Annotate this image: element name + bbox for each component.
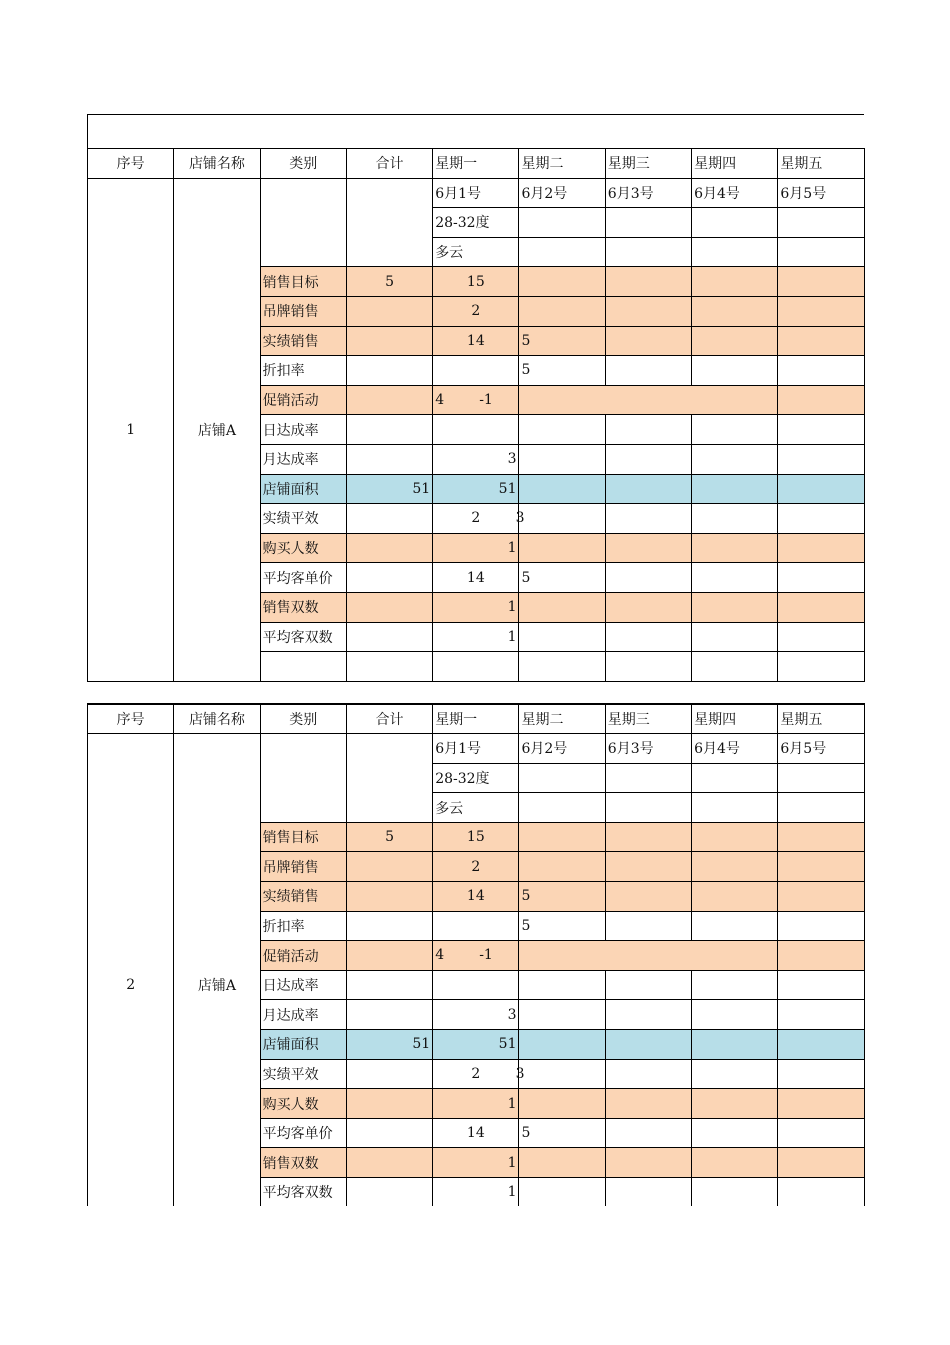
store-block-2 — [87, 703, 865, 1206]
mon — [433, 941, 519, 971]
total: 5 — [346, 267, 432, 297]
label: 平均客双数 — [260, 1178, 346, 1207]
date-thu: 6月4号 — [692, 734, 778, 764]
mon-a: 4 — [435, 947, 445, 964]
store-table-1 — [87, 148, 865, 682]
mon: 1 — [433, 1148, 519, 1178]
mon: 14 — [433, 563, 519, 593]
tue: 5 — [519, 1118, 605, 1148]
header-total: 合计 — [346, 704, 432, 734]
label: 购买人数 — [260, 533, 346, 563]
date-row — [88, 178, 865, 208]
header-friday: 星期五 — [778, 704, 864, 734]
label: 日达成率 — [260, 970, 346, 1000]
mon: 14 — [433, 882, 519, 912]
category-blank — [260, 734, 346, 823]
label: 实绩平效 — [260, 504, 346, 534]
header-seq: 序号 — [88, 149, 174, 179]
date-fri: 6月5号 — [778, 734, 864, 764]
total: 51 — [346, 474, 432, 504]
date-fri: 6月5号 — [778, 178, 864, 208]
label: 月达成率 — [260, 444, 346, 474]
date-mon: 6月1号 — [433, 734, 519, 764]
header-wednesday: 星期三 — [605, 704, 691, 734]
date-wed: 6月3号 — [605, 734, 691, 764]
date-mon: 6月1号 — [433, 178, 519, 208]
header-friday: 星期五 — [778, 149, 864, 179]
total: 51 — [346, 1030, 432, 1060]
header-store-name: 店铺名称 — [174, 149, 260, 179]
header-thursday: 星期四 — [692, 149, 778, 179]
label: 店铺面积 — [260, 1030, 346, 1060]
mon-a: 4 — [435, 391, 445, 408]
label: 实绩销售 — [260, 326, 346, 356]
total-blank — [346, 178, 432, 267]
mon: 1 — [433, 1178, 519, 1207]
tue: 5 — [519, 326, 605, 356]
seq-cell: 1 — [88, 178, 174, 681]
label: 实绩平效 — [260, 1059, 346, 1089]
header-total: 合计 — [346, 149, 432, 179]
mon: 1 — [433, 533, 519, 563]
header-row — [88, 704, 865, 734]
header-store-name: 店铺名称 — [174, 704, 260, 734]
mon-value: 2 — [471, 510, 481, 527]
sheet-title-box — [87, 114, 864, 148]
label: 促销活动 — [260, 941, 346, 971]
mon — [433, 1059, 525, 1089]
label: 购买人数 — [260, 1089, 346, 1119]
mon-b: -1 — [479, 391, 493, 408]
mon: 2 — [433, 852, 519, 882]
date-thu: 6月4号 — [692, 178, 778, 208]
header-monday: 星期一 — [433, 149, 519, 179]
date-tue: 6月2号 — [519, 734, 605, 764]
weather-cell: 多云 — [433, 237, 519, 267]
label: 实绩销售 — [260, 882, 346, 912]
mon: 1 — [433, 592, 519, 622]
header-tuesday: 星期二 — [519, 704, 605, 734]
store-block-1 — [87, 148, 865, 682]
label: 销售双数 — [260, 1148, 346, 1178]
header-seq: 序号 — [88, 704, 174, 734]
header-thursday: 星期四 — [692, 704, 778, 734]
date-wed: 6月3号 — [605, 178, 691, 208]
label: 折扣率 — [260, 356, 346, 386]
mon: 3 — [433, 1000, 519, 1030]
temperature-cell: 28-32度 — [433, 763, 519, 793]
mon-spill: 3 — [515, 1065, 525, 1082]
mon — [433, 385, 519, 415]
seq-cell: 2 — [88, 734, 174, 1206]
header-tuesday: 星期二 — [519, 149, 605, 179]
label: 平均客单价 — [260, 1118, 346, 1148]
mon: 14 — [433, 1118, 519, 1148]
label: 销售目标 — [260, 822, 346, 852]
label: 销售双数 — [260, 592, 346, 622]
label: 吊牌销售 — [260, 852, 346, 882]
tue: 5 — [519, 356, 605, 386]
mon: 1 — [433, 1089, 519, 1119]
weather-cell: 多云 — [433, 793, 519, 823]
mon-spill: 3 — [515, 510, 525, 527]
mon — [433, 504, 525, 534]
store-table-2 — [87, 703, 865, 1206]
store-name-cell: 店铺A — [174, 178, 260, 681]
mon-value: 2 — [471, 1065, 481, 1082]
label: 销售目标 — [260, 267, 346, 297]
category-blank — [260, 178, 346, 267]
label: 折扣率 — [260, 911, 346, 941]
mon: 51 — [433, 1030, 519, 1060]
tue: 5 — [519, 911, 605, 941]
header-monday: 星期一 — [433, 704, 519, 734]
header-category: 类别 — [260, 149, 346, 179]
label: 店铺面积 — [260, 474, 346, 504]
label: 日达成率 — [260, 415, 346, 445]
label: 平均客单价 — [260, 563, 346, 593]
mon: 51 — [433, 474, 519, 504]
mon: 15 — [433, 822, 519, 852]
tue: 5 — [519, 882, 605, 912]
total-blank — [346, 734, 432, 823]
mon: 3 — [433, 444, 519, 474]
total: 5 — [346, 822, 432, 852]
label: 月达成率 — [260, 1000, 346, 1030]
mon: 1 — [433, 622, 519, 652]
label: 促销活动 — [260, 385, 346, 415]
header-row — [88, 149, 865, 179]
mon: 14 — [433, 326, 519, 356]
mon: 2 — [433, 296, 519, 326]
mon: 15 — [433, 267, 519, 297]
header-wednesday: 星期三 — [605, 149, 691, 179]
label: 吊牌销售 — [260, 296, 346, 326]
header-category: 类别 — [260, 704, 346, 734]
date-row — [88, 734, 865, 764]
date-tue: 6月2号 — [519, 178, 605, 208]
temperature-cell: 28-32度 — [433, 208, 519, 238]
store-name-cell: 店铺A — [174, 734, 260, 1206]
label: 平均客双数 — [260, 622, 346, 652]
mon-b: -1 — [479, 947, 493, 964]
tue: 5 — [519, 563, 605, 593]
